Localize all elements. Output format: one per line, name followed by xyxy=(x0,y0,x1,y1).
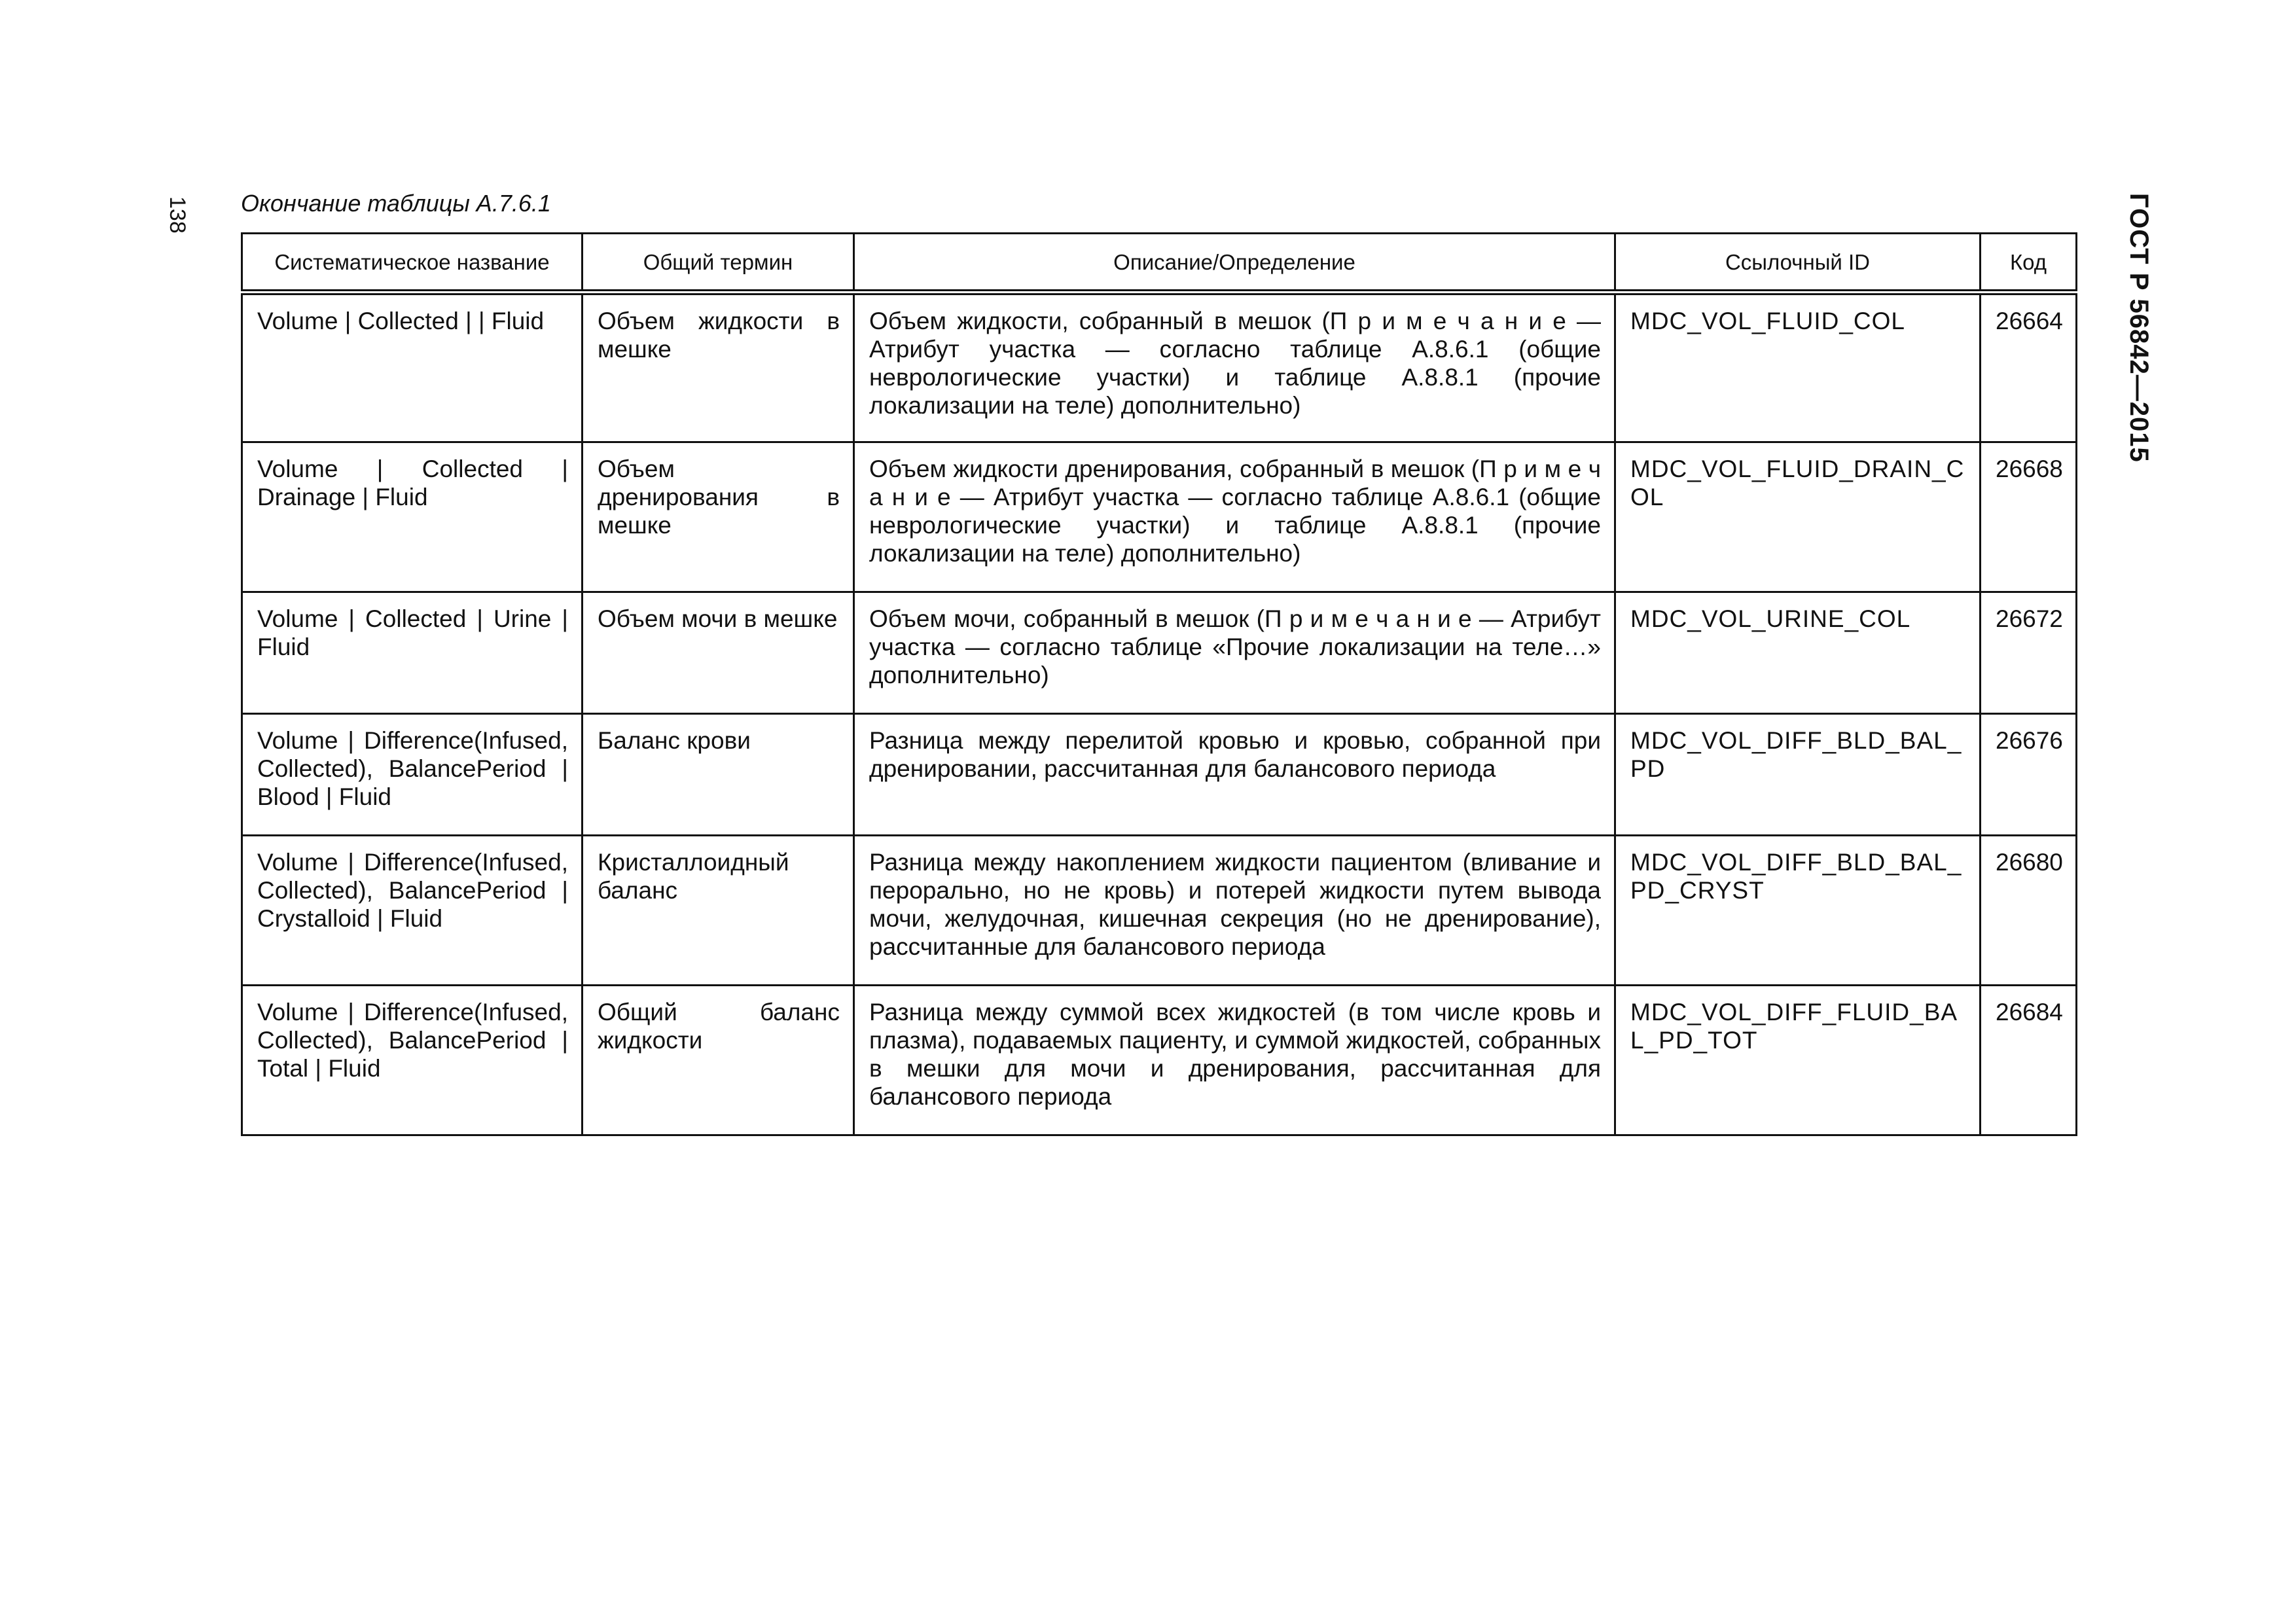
code-cell: 26676 xyxy=(1981,714,2077,836)
table-row xyxy=(242,592,2077,714)
code-cell: 26668 xyxy=(1981,442,2077,592)
code-cell: 26672 xyxy=(1981,592,2077,714)
table-row xyxy=(242,442,2077,592)
description-cell: Объем мочи, собранный в мешок (П р и м е ч а н и е — Атрибут участка — согласно таблице «Прочие локализации на теле…» дополнительно) xyxy=(854,592,1615,714)
description-cell: Разница между перелитой кровью и кровью, собранной при дренировании, рассчитанная для балансового периода xyxy=(854,714,1615,836)
reference-id-cell: MDC_VOL_FLUID_COL xyxy=(1615,293,1981,442)
common-term-cell: Объем мочи в мешке xyxy=(583,592,854,714)
common-term-cell: Объем жидкости в мешке xyxy=(583,293,854,442)
systematic-name-cell: Volume | Collected | Urine | Fluid xyxy=(242,592,583,714)
systematic-name-cell: Volume | Difference(Infused, Collected), BalancePeriod | Blood | Fluid xyxy=(242,714,583,836)
code-cell: 26684 xyxy=(1981,986,2077,1135)
common-term-cell: Кристаллоидный баланс xyxy=(583,836,854,986)
header-code: Код xyxy=(1981,234,2077,293)
reference-id-cell: MDC_VOL_FLUID_DRAIN_COL xyxy=(1615,442,1981,592)
code-cell: 26680 xyxy=(1981,836,2077,986)
code-cell: 26664 xyxy=(1981,293,2077,442)
common-term-cell: Общий баланс жидкости xyxy=(583,986,854,1135)
standard-id: ГОСТ Р 56842—2015 xyxy=(2125,193,2153,463)
terms-table xyxy=(241,232,2077,1136)
table-row xyxy=(242,714,2077,836)
table-header-row xyxy=(242,234,2077,293)
header-common-term: Общий термин xyxy=(583,234,854,293)
page-number: 138 xyxy=(165,196,190,234)
reference-id-cell: MDC_VOL_URINE_COL xyxy=(1615,592,1981,714)
table-row xyxy=(242,293,2077,442)
header-systematic-name: Систематическое название xyxy=(242,234,583,293)
reference-id-cell: MDC_VOL_DIFF_FLUID_BAL_PD_TOT xyxy=(1615,986,1981,1135)
common-term-cell: Объем дренирования в мешке xyxy=(583,442,854,592)
description-cell: Объем жидкости, собранный в мешок (П р и м е ч а н и е — Атрибут участка — согласно таблице А.8.6.1 (общие неврологические участки) и таблице А.8.8.1 (прочие локализации на теле) дополнительно) xyxy=(854,293,1615,442)
reference-id-cell: MDC_VOL_DIFF_BLD_BAL_PD xyxy=(1615,714,1981,836)
systematic-name-cell: Volume | Collected | Drainage | Fluid xyxy=(242,442,583,592)
description-cell: Разница между накоплением жидкости пациентом (вливание и перорально, но не кровь) и потерей жидкости путем вывода мочи, желудочная, кишечная секреция (но не дренирование), рассчитанные для балансового периода xyxy=(854,836,1615,986)
reference-id-cell: MDC_VOL_DIFF_BLD_BAL_PD_CRYST xyxy=(1615,836,1981,986)
description-cell: Объем жидкости дренирования, собранный в мешок (П р и м е ч а н и е — Атрибут участка — согласно таблице А.8.6.1 (общие неврологические участки) и таблице А.8.8.1 (прочие локализации на теле) дополнительно) xyxy=(854,442,1615,592)
table-row xyxy=(242,836,2077,986)
header-description: Описание/Определение xyxy=(854,234,1615,293)
description-cell: Разница между суммой всех жидкостей (в том числе кровь и плазма), подаваемых пациенту, и суммой жидкостей, собранных в мешки для мочи и дренирования, рассчитанная для балансового периода xyxy=(854,986,1615,1135)
common-term-cell: Баланс крови xyxy=(583,714,854,836)
table-caption: Окончание таблицы А.7.6.1 xyxy=(241,190,551,217)
header-reference-id: Ссылочный ID xyxy=(1615,234,1981,293)
systematic-name-cell: Volume | Collected | | Fluid xyxy=(242,293,583,442)
table-row xyxy=(242,986,2077,1135)
systematic-name-cell: Volume | Difference(Infused, Collected), BalancePeriod | Total | Fluid xyxy=(242,986,583,1135)
systematic-name-cell: Volume | Difference(Infused, Collected), BalancePeriod | Crystalloid | Fluid xyxy=(242,836,583,986)
